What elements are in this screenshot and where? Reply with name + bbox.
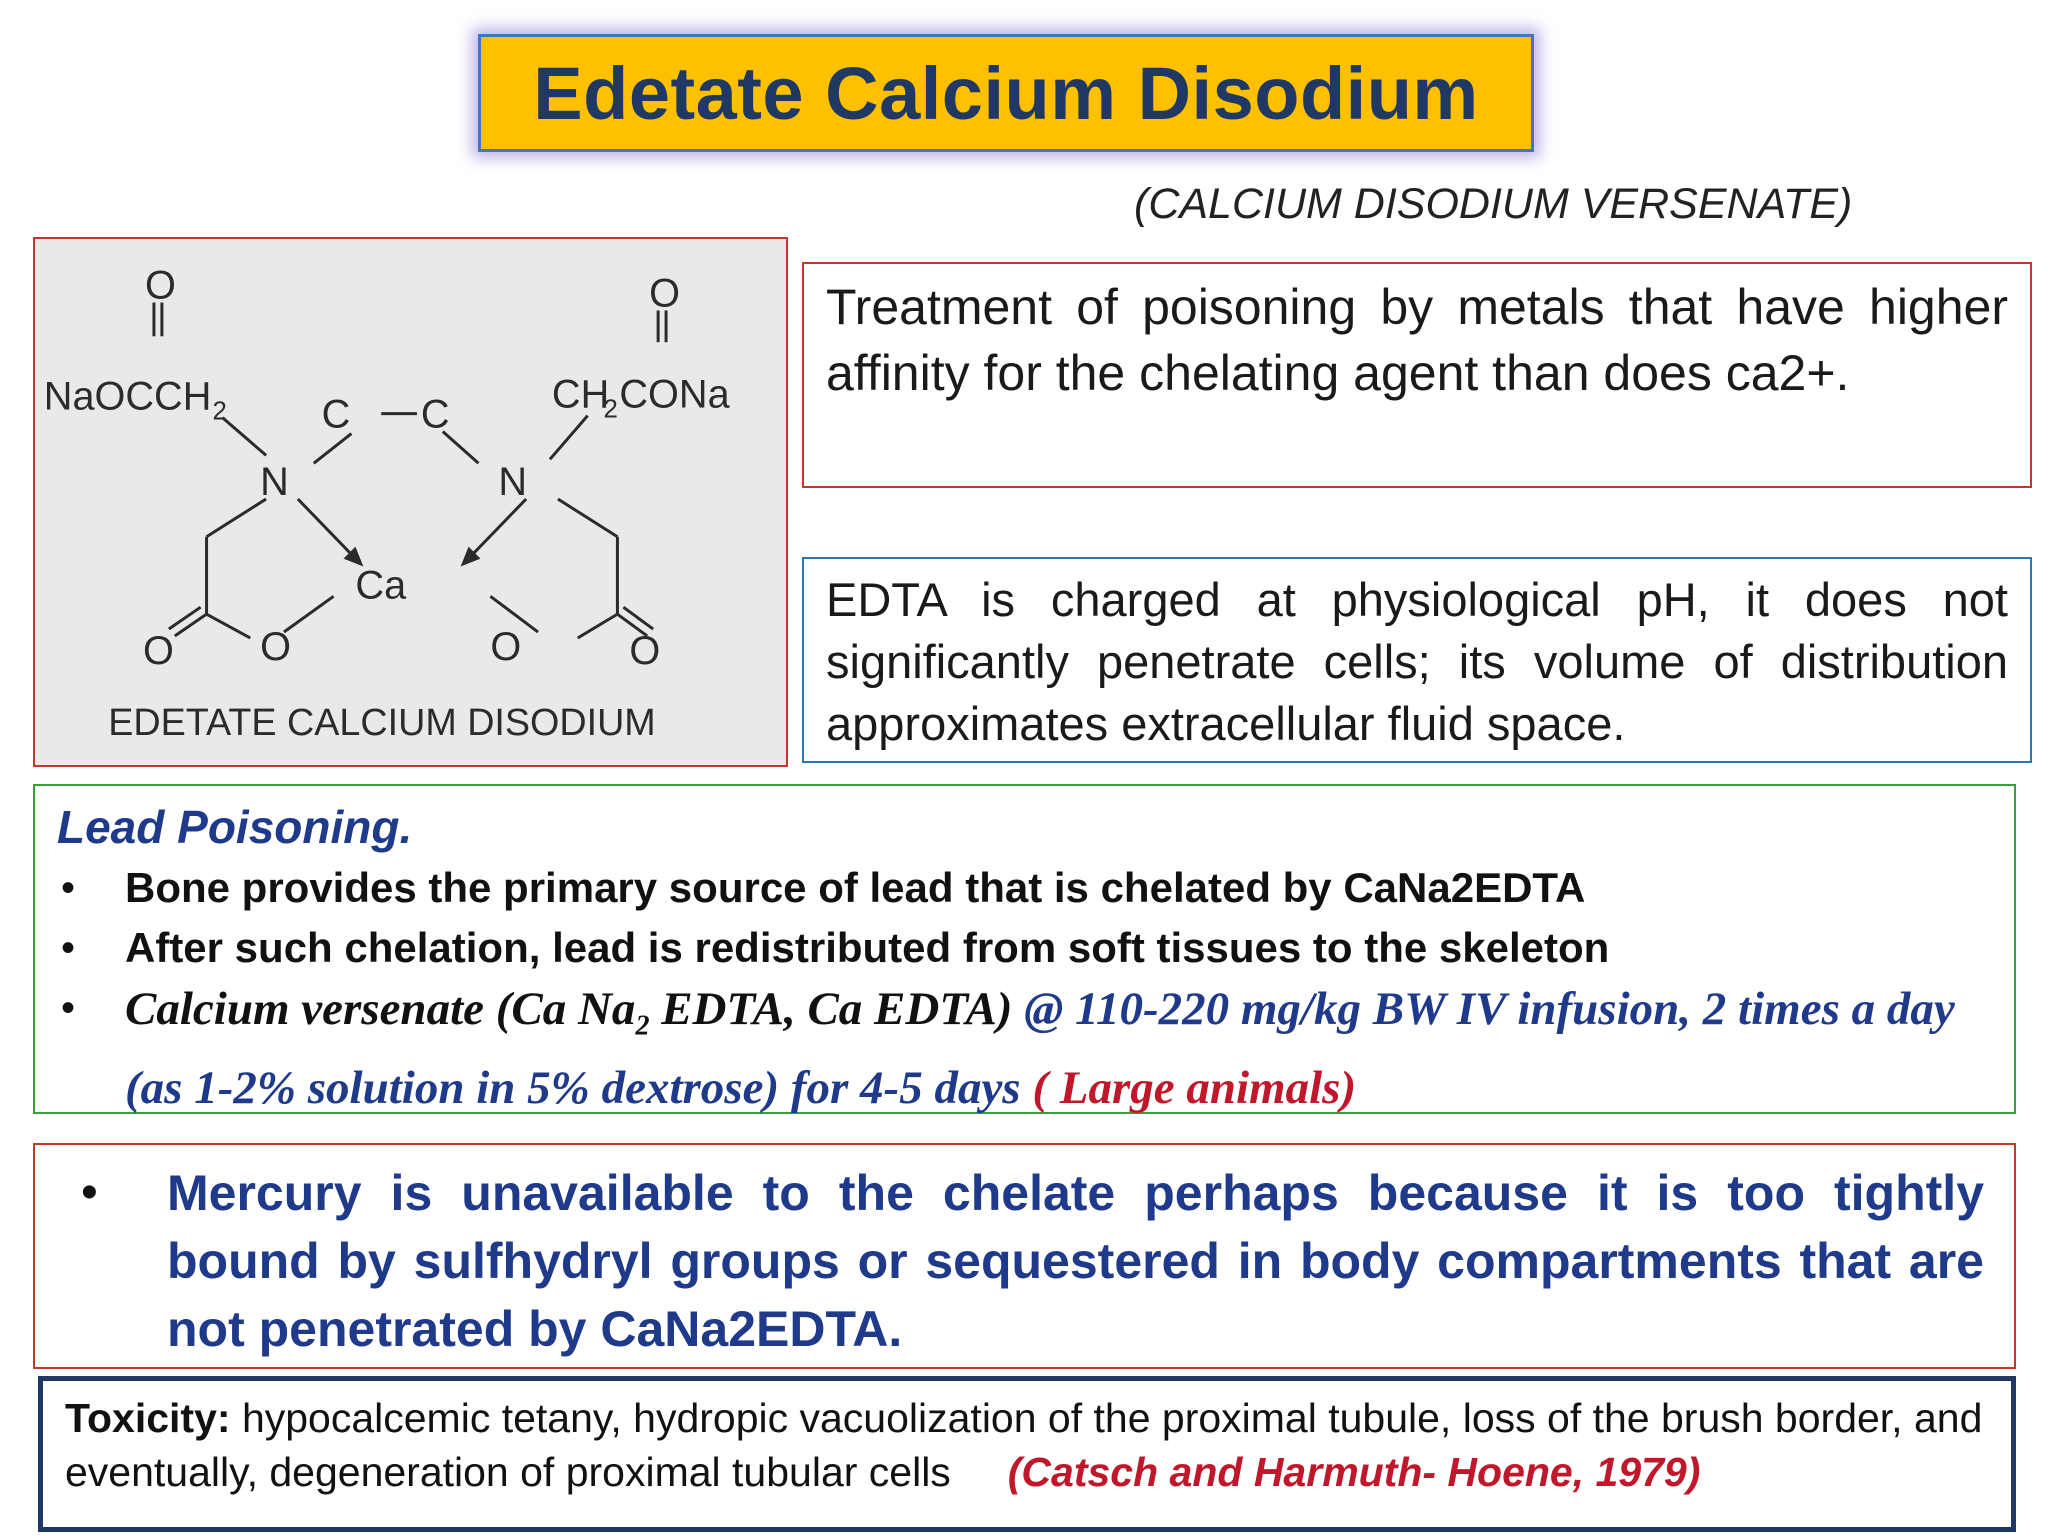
mercury-box	[33, 1143, 2016, 1369]
toxicity-paragraph	[65, 1391, 1987, 1499]
dose-subscript: 2	[635, 1010, 650, 1042]
edta-text: EDTA is charged at physiological pH, it does not significantly penetrate cells; its volume of distribution approximates extracellular fluid space.	[826, 573, 2008, 750]
atom-n-left: N	[260, 460, 289, 505]
atom-o-bottom-right: O	[629, 628, 661, 673]
lead-poisoning-box	[33, 784, 2016, 1114]
bullet-icon: •	[61, 926, 76, 970]
bullet-icon: •	[61, 986, 76, 1030]
bullet-icon: •	[61, 866, 76, 910]
page-subtitle: (CALCIUM DISODIUM VERSENATE)	[1134, 180, 1853, 228]
atom-o-ring-left: O	[260, 624, 292, 669]
lead-bullet-2: After such chelation, lead is redistributed from soft tissues to the skeleton	[125, 924, 1610, 971]
structure-diagram	[33, 237, 788, 767]
atom-n-right: N	[498, 460, 528, 505]
structure-caption: EDETATE CALCIUM DISODIUM	[108, 701, 656, 744]
atom-ca: Ca	[355, 563, 407, 608]
treatment-text: Treatment of poisoning by metals that have higher affinity for the chelating agent than does ca2+.	[826, 279, 2008, 401]
atom-c-2: C	[420, 392, 450, 437]
structure-svg	[35, 239, 786, 765]
dose-drug-alias: EDTA, Ca EDTA)	[649, 983, 1013, 1035]
title-banner	[478, 34, 1534, 152]
mercury-text: Mercury is unavailable to the chelate perhaps because it is too tightly bound by sulfhydryl groups or sequestered in body compartments that are not penetrated by CaNa2EDTA.	[167, 1165, 1984, 1357]
list-item	[55, 1159, 1984, 1363]
lead-bullet-3	[125, 978, 1994, 1119]
list-item	[57, 858, 1994, 918]
dose-drug-name: Calcium versenate (Ca Na	[125, 983, 636, 1035]
subscript-2-left: 2	[212, 397, 227, 426]
page-title: Edetate Calcium Disodium	[533, 51, 1479, 135]
toxicity-description: hypocalcemic tetany, hydropic vacuolization of the proximal tubule, loss of the brush border, and eventually, degeneration of proximal tubular cells	[65, 1395, 1983, 1495]
toxicity-label: Toxicity:	[65, 1395, 231, 1441]
toxicity-citation: (Catsch and Harmuth- Hoene, 1979)	[1007, 1449, 1701, 1495]
atom-o-ring-right: O	[490, 624, 522, 669]
bullet-icon: •	[81, 1166, 98, 1219]
group-ch2-right: CH	[551, 372, 610, 417]
edta-distribution-box	[802, 557, 2032, 763]
dose-regimen: @ 110-220 mg/kg BW IV infusion, 2 times a day (as 1-2% solution in 5% dextrose) for 4-5 days	[125, 983, 1955, 1115]
atom-c-1: C	[321, 392, 351, 437]
lead-heading: Lead Poisoning.	[57, 801, 413, 853]
dose-species: ( Large animals)	[1020, 1062, 1357, 1115]
group-cona: CONa	[619, 372, 730, 417]
atom-o-bottom-left: O	[143, 628, 174, 673]
list-item	[57, 918, 1994, 978]
toxicity-box	[38, 1376, 2016, 1532]
lead-bullet-1: Bone provides the primary source of lead that is chelated by CaNa2EDTA	[125, 864, 1586, 911]
group-naocch2: NaOCCH	[43, 374, 212, 419]
subscript-2-right: 2	[603, 395, 618, 424]
atom-o-top-left: O	[145, 263, 176, 308]
list-item	[57, 978, 1994, 1119]
treatment-box	[802, 262, 2032, 488]
atom-o-top-right: O	[649, 271, 681, 316]
